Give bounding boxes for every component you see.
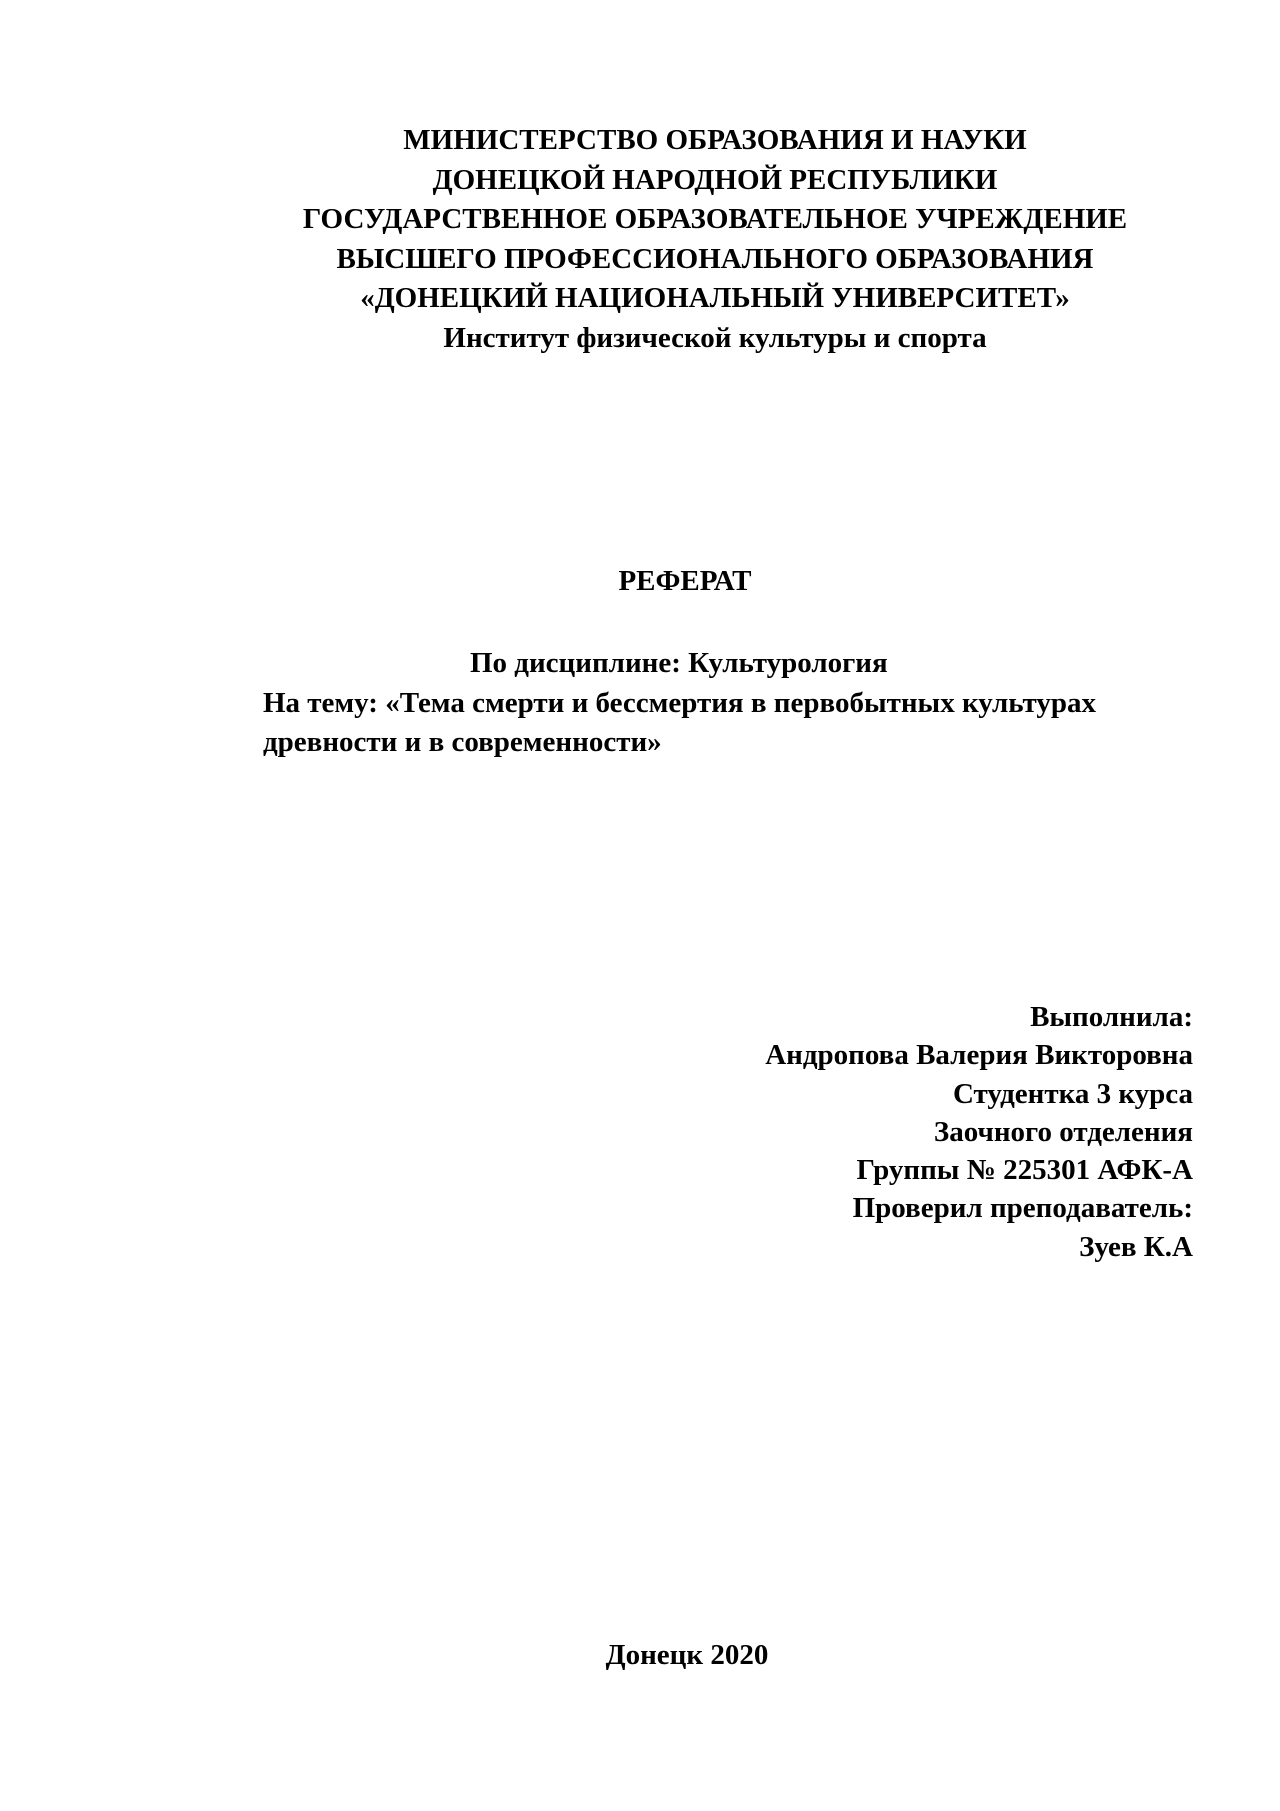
- checked-label: Проверил преподаватель:: [852, 1192, 1193, 1225]
- ministry-header: [270, 121, 1160, 358]
- topic-line: На тему: «Тема смерти и бессмертия в первобытных культурах древности и в современности»: [263, 687, 1097, 758]
- student-department: Заочного отделения: [933, 1115, 1193, 1148]
- student-name: Андропова Валерия Викторовна: [765, 1039, 1193, 1072]
- header-line: ВЫСШЕГО ПРОФЕССИОНАЛЬНОГО ОБРАЗОВАНИЯ: [336, 242, 1094, 275]
- header-line: МИНИСТЕРСТВО ОБРАЗОВАНИЯ И НАУКИ: [403, 124, 1027, 156]
- discipline-line: По дисциплине: Культурология: [470, 647, 888, 679]
- document-type-title: РЕФЕРАТ: [618, 565, 752, 597]
- performed-label: Выполнила:: [1030, 1001, 1193, 1033]
- city-year: Донецк 2020: [605, 1639, 769, 1671]
- university-name: «ДОНЕЦКИЙ НАЦИОНАЛЬНЫЙ УНИВЕРСИТЕТ»: [360, 282, 1070, 314]
- author-block: [765, 998, 1193, 1266]
- institute-name: Институт физической культуры и спорта: [443, 321, 987, 354]
- header-line: ДОНЕЦКОЙ НАРОДНОЙ РЕСПУБЛИКИ: [432, 163, 998, 196]
- student-group: Группы № 225301 АФК-А: [856, 1154, 1193, 1187]
- teacher-name: Зуев К.А: [1079, 1230, 1193, 1263]
- header-line: ГОСУДАРСТВЕННОЕ ОБРАЗОВАТЕЛЬНОЕ УЧРЕЖДЕНИЕ: [302, 203, 1128, 235]
- student-course: Студентка 3 курса: [952, 1077, 1193, 1110]
